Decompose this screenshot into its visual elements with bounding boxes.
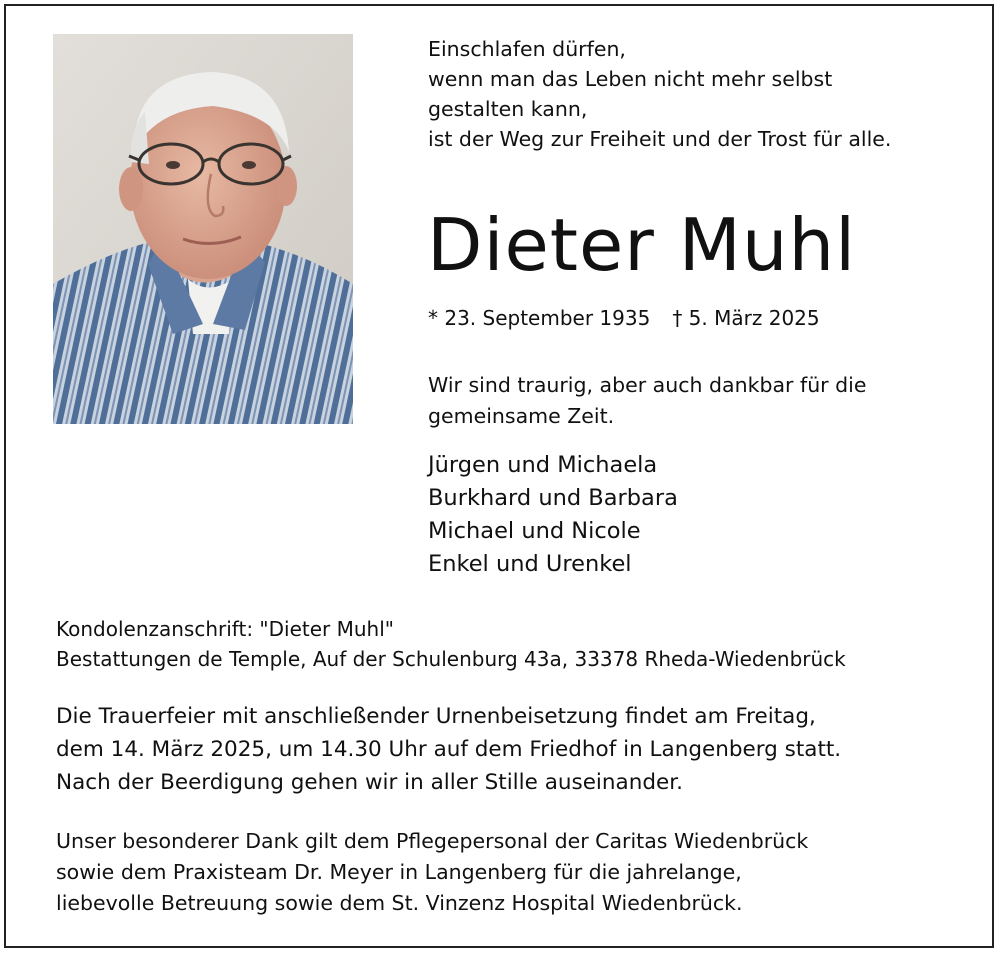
ceremony-line: dem 14. März 2025, um 14.30 Uhr auf dem Friedhof in Langenberg statt. [56,737,842,762]
family-member: Michael und Nicole [428,518,641,544]
family-list [428,449,678,581]
thanks-line: sowie dem Praxisteam Dr. Meyer in Langenberg für die jahrelange, [56,860,742,884]
poem-line: wenn man das Leben nicht mehr selbst [428,67,833,91]
portrait-photo [53,34,353,424]
thanks-line: liebevolle Betreuung sowie dem St. Vinzenz Hospital Wiedenbrück. [56,891,743,915]
sadness-line: Wir sind traurig, aber auch dankbar für die [428,373,867,397]
family-member: Enkel und Urenkel [428,551,632,577]
thanks-line: Unser besonderer Dank gilt dem Pflegepersonal der Caritas Wiedenbrück [56,829,809,853]
sadness-line: gemeinsame Zeit. [428,404,615,428]
ceremony-line: Die Trauerfeier mit anschließender Urnenbeisetzung findet am Freitag, [56,704,816,729]
sadness-statement [428,370,866,432]
condolence-label: Kondolenzanschrift: "Dieter Muhl" [56,617,394,641]
family-member: Jürgen und Michaela [428,452,658,478]
ceremony-info [56,700,841,799]
birth-date: * 23. September 1935 [428,306,651,330]
condolence-address: Bestattungen de Temple, Auf der Schulenburg 43a, 33378 Rheda-Wiedenbrück [56,647,846,671]
deceased-name: Dieter Muhl [427,203,857,287]
family-member: Burkhard und Barbara [428,485,678,511]
poem-line: gestalten kann, [428,97,588,121]
poem-line: Einschlafen dürfen, [428,37,626,61]
poem-verse [428,34,891,154]
life-dates [428,304,820,332]
thanks-note [56,826,808,919]
death-date: † 5. März 2025 [672,306,820,330]
poem-line: ist der Weg zur Freiheit und der Trost für alle. [428,127,892,151]
ceremony-line: Nach der Beerdigung gehen wir in aller Stille auseinander. [56,770,683,795]
portrait-illustration [53,34,353,424]
